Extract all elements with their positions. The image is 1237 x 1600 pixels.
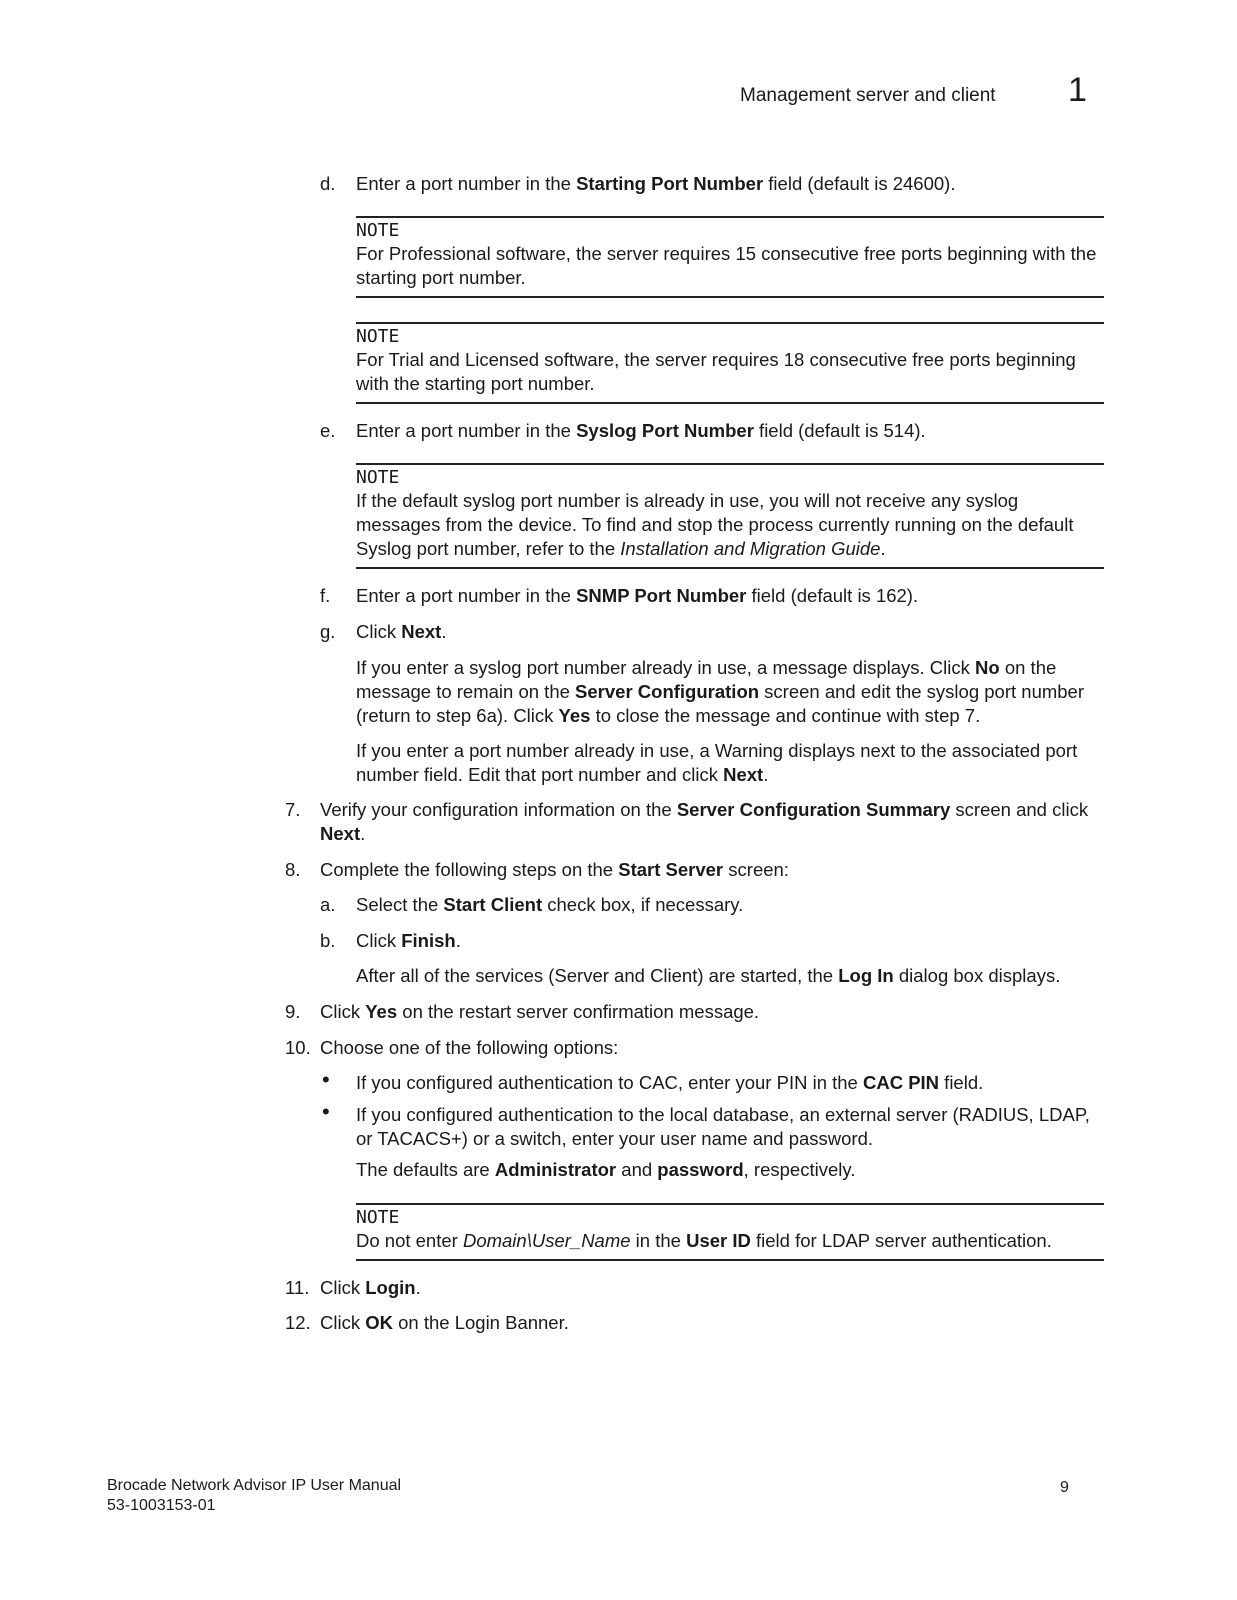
step-d-label: d.	[320, 173, 336, 194]
step-9-label: 9.	[285, 1001, 301, 1022]
manual-title: Brocade Network Advisor IP User Manual	[107, 1477, 402, 1494]
step-g-text: Click Next.	[356, 621, 447, 642]
step-10-label: 10.	[285, 1037, 311, 1058]
step-e-text: Enter a port number in the Syslog Port Number field (default is 514).	[356, 420, 926, 441]
note-title: NOTE	[356, 467, 400, 488]
step-8b-label: b.	[320, 930, 336, 951]
step-12-text: Click OK on the Login Banner.	[320, 1312, 569, 1333]
option-cac: If you configured authentication to CAC, enter your PIN in the CAC PIN field.	[356, 1072, 984, 1093]
step-f-text: Enter a port number in the SNMP Port Number field (default is 162).	[356, 585, 919, 606]
step-12-label: 12.	[285, 1312, 311, 1333]
step-11-text: Click Login.	[320, 1277, 421, 1298]
note-ldap	[356, 1203, 1104, 1261]
bullet-icon: •	[322, 1067, 330, 1092]
note-body: For Trial and Licensed software, the server requires 18 consecutive free ports beginning with the starting port number.	[356, 349, 1076, 394]
step-7-text: Verify your configuration information on the Server Configuration Summary screen and click Next.	[320, 799, 1089, 844]
step-8-text: Complete the following steps on the Start Server screen:	[320, 859, 789, 880]
step-d-text: Enter a port number in the Starting Port Number field (default is 24600).	[356, 173, 956, 194]
step-8b-paragraph: After all of the services (Server and Client) are started, the Log In dialog box displays.	[356, 965, 1061, 986]
step-f-label: f.	[320, 585, 331, 606]
note-title: NOTE	[356, 326, 400, 347]
step-11-label: 11.	[285, 1277, 310, 1298]
note-syslog	[356, 463, 1104, 569]
step-8b-text: Click Finish.	[356, 930, 461, 951]
step-10-text: Choose one of the following options:	[320, 1037, 619, 1058]
note-trial-licensed	[356, 322, 1104, 404]
step-8a-label: a.	[320, 894, 336, 915]
option-local-database: If you configured authentication to the local database, an external server (RADIUS, LDAP, or TACACS+) or a switch, enter your user name and password.	[356, 1104, 1090, 1149]
chapter-number: 1	[1068, 71, 1087, 109]
step-7-label: 7.	[285, 799, 301, 820]
bullet-icon: •	[322, 1099, 330, 1124]
document-number: 53-1003153-01	[107, 1497, 216, 1514]
note-title: NOTE	[356, 1207, 400, 1228]
note-body: Do not enter Domain\User_Name in the User ID field for LDAP server authentication.	[356, 1230, 1052, 1251]
step-9-text: Click Yes on the restart server confirmation message.	[320, 1001, 760, 1022]
step-g-paragraph-2: If you enter a port number already in use, a Warning displays next to the associated port number field. Edit that port number and click Next.	[356, 740, 1078, 785]
step-8a-text: Select the Start Client check box, if necessary.	[356, 894, 744, 915]
step-8-label: 8.	[285, 859, 301, 880]
note-body: For Professional software, the server requires 15 consecutive free ports beginning with the starting port number.	[356, 243, 1097, 288]
step-e-label: e.	[320, 420, 336, 441]
step-g-label: g.	[320, 621, 336, 642]
note-title: NOTE	[356, 220, 400, 241]
defaults-paragraph: The defaults are Administrator and password, respectively.	[356, 1159, 856, 1180]
footer	[107, 1476, 401, 1516]
step-g-paragraph-1: If you enter a syslog port number already in use, a message displays. Click No on the message to remain on the Server Configuration screen and edit the syslog port number (return to step 6a). Click Yes to close the message and continue with step 7.	[356, 657, 1085, 726]
section-title: Management server and client	[740, 85, 996, 106]
page-number: 9	[1060, 1479, 1069, 1496]
note-body: If the default syslog port number is already in use, you will not receive any syslog messages from the device. To find and stop the process currently running on the default Syslog port number, refer to the Installation and Migration Guide.	[356, 490, 1074, 559]
note-professional	[356, 216, 1104, 298]
